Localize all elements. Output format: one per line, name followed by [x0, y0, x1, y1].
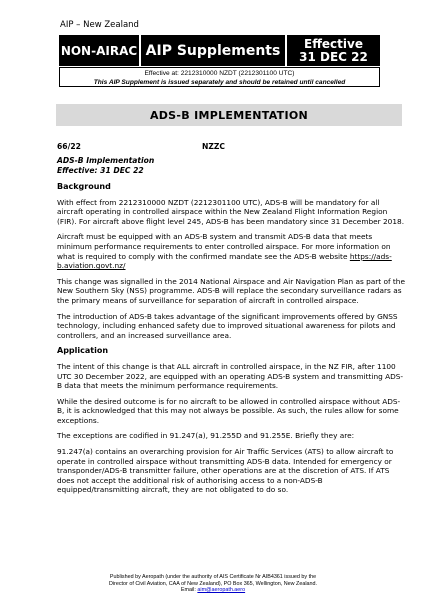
ads-b-website-link[interactable]: https://ads-b.aviation.govt.nz/ — [57, 251, 392, 271]
subtitle-effective: Effective: 31 DEC 22 — [57, 166, 144, 175]
application-paragraph-4: 91.247(a) contains an overarching provision for Air Traffic Services (ATS) to allow aircraft to operate in controlled airspace without transmitting ADS-B data. Intended for emergency or transponder/ADS-B transmitter failure, other operations are at the discretion of ATS. If ATS does not accept the additional risk of authorising access to a non-ADS-B equipped/transmitting aircraft, they are not obligated to do so. — [57, 447, 394, 495]
application-paragraph-3: The exceptions are codified in 91.247(a), 91.255D and 91.255E. Briefly they are: — [57, 431, 355, 441]
footer-line-2: Director of Civil Aviation, CAA of New Zealand), PO Box 365, Wellington, New Zealand. — [108, 580, 318, 587]
background-paragraph-4: The introduction of ADS-B takes advantage of the significant improvements offered by GNSS technology, including enhanced safety due to improved situational awareness for pilots and controllers, and an increased surveillance area. — [57, 311, 398, 340]
background-paragraph-1: With effect from 2212310000 NZDT (2212301100 UTC), ADS-B will be mandatory for all aircraft operating in controlled airspace within the New Zealand Flight Information Region (FIR). For aircraft above flight level 245, ADS-B has been mandatory since 31 December 2018. — [57, 197, 405, 226]
footer-email-link[interactable]: aim@aeropath.aero — [197, 587, 246, 594]
footer-email-label: Email: — [180, 587, 196, 594]
fir-code: NZZC — [202, 142, 225, 151]
application-heading: Application — [57, 346, 109, 356]
publication-label: AIP – New Zealand — [60, 20, 139, 30]
background-paragraph-2 — [57, 232, 405, 270]
non-airac-label: NON-AIRAC — [59, 35, 139, 66]
application-paragraph-2: While the desired outcome is for no aircraft to be allowed in controlled airspace without ADS-B, it is acknowledged that this may not always be possible. As such, the rules allow for some exceptions. — [57, 396, 401, 425]
effective-at-line: Effective at: 2212310000 NZDT (2212301100 UTC) — [144, 70, 295, 77]
subtitle-block — [57, 156, 154, 176]
retention-notice: This AIP Supplement is issued separately and should be retained until cancelled — [93, 79, 346, 86]
background-heading: Background — [57, 182, 111, 191]
background-paragraph-2-text: Aircraft must be equipped with an ADS-B system and transmit ADS-B data that meets minimum performance requirements to enter controlled airspace. For more information on what is required to comply with the confirmed mandate see the ADS-B website — [57, 232, 391, 261]
supplement-title: AIP Supplements — [139, 35, 287, 66]
document-heading: ADS-B IMPLEMENTATION — [56, 104, 402, 126]
effective-block — [287, 35, 380, 66]
effective-notice-box — [59, 67, 380, 87]
supplement-number: 66/22 — [57, 142, 81, 151]
subtitle: ADS-B Implementation — [57, 156, 155, 165]
header-banner — [59, 35, 380, 66]
application-paragraph-1: The intent of this change is that ALL aircraft in controlled airspace, in the NZ FIR, after 1100 UTC 30 December 2022, are equipped with an operating ADS-B system and transmitting ADS-B data that meets the minimum performance requirements. — [57, 361, 404, 391]
effective-date: 31 DEC 22 — [299, 49, 368, 64]
footer-email-line — [60, 587, 366, 594]
effective-label: Effective — [304, 36, 363, 51]
footer-line-1: Published by Aeropath (under the authority of AIS Certificate Nr AIB4361 issued by the — [109, 574, 317, 580]
footer — [60, 574, 366, 594]
background-paragraph-3: This change was signalled in the 2014 National Airspace and Air Navigation Plan as part of the New Southern Sky (NSS) programme. ADS-B will replace the secondary surveillance radars as the primary means of surveillance for separation of aircraft in controlled airspace. — [57, 276, 405, 305]
body-content — [57, 182, 405, 501]
supplement-meta — [57, 142, 225, 151]
